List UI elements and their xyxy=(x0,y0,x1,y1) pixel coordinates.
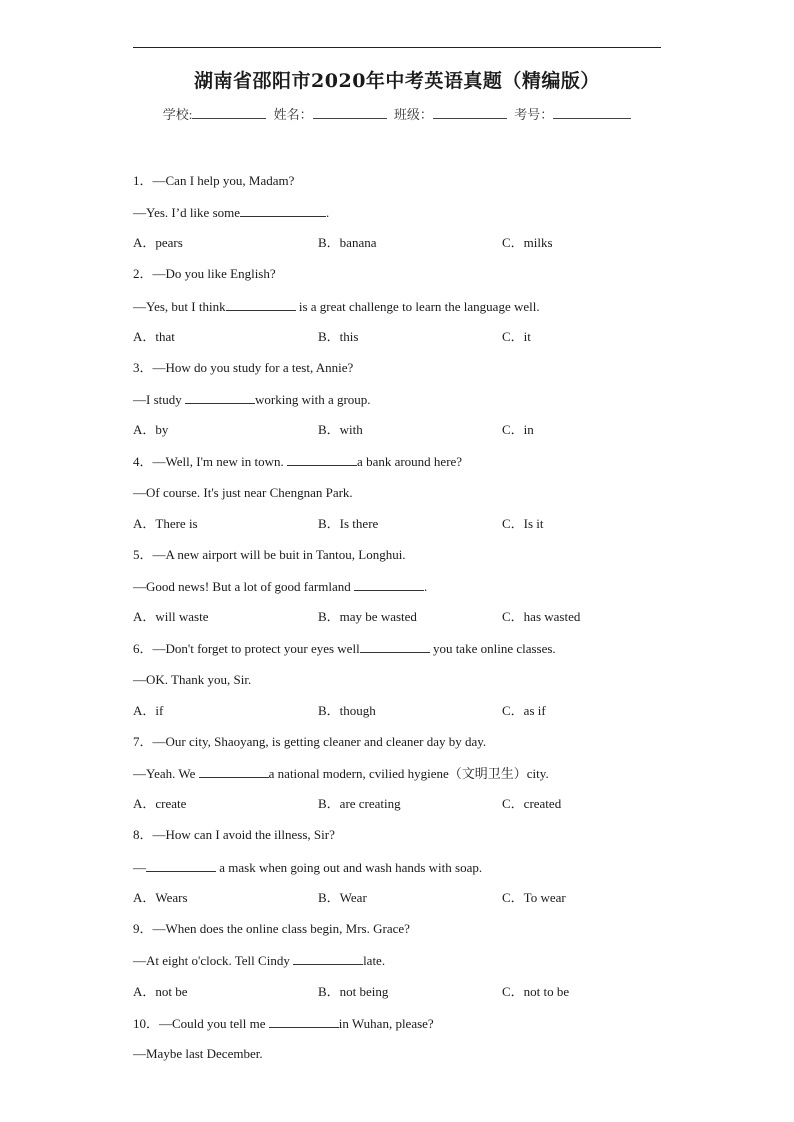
answer-blank[interactable] xyxy=(146,859,216,872)
question-5-stem xyxy=(133,547,733,563)
response-text-after: is a great challenge to learn the language well. xyxy=(295,299,540,314)
question-number: 3． xyxy=(133,360,153,375)
student-info-line xyxy=(0,104,794,123)
question-9-response xyxy=(133,952,733,969)
response-text-after: . xyxy=(423,579,428,594)
question-6-stem xyxy=(133,640,733,657)
page-title: 湖南省邵阳市2020年中考英语真题（精编版） xyxy=(194,70,600,92)
school-label: 学校: xyxy=(162,107,193,122)
name-field[interactable] xyxy=(313,106,387,119)
option-a[interactable]: A．create xyxy=(133,796,187,811)
question-8-response xyxy=(133,859,733,876)
exam-number-field[interactable] xyxy=(553,106,631,119)
option-a[interactable]: A．Wears xyxy=(133,890,188,905)
option-a[interactable]: A．not be xyxy=(133,984,188,999)
option-c[interactable]: C．created xyxy=(502,796,562,811)
question-10-response xyxy=(133,1046,733,1062)
question-1-response xyxy=(133,204,733,221)
option-c[interactable]: C．in xyxy=(502,422,534,437)
response-text: —Yeah. We xyxy=(133,766,199,781)
answer-blank[interactable] xyxy=(293,952,363,965)
question-number: 1． xyxy=(133,173,153,188)
option-c[interactable]: C．not to be xyxy=(502,984,570,999)
class-field[interactable] xyxy=(433,106,507,119)
question-number: 7． xyxy=(133,734,153,749)
answer-blank[interactable] xyxy=(226,298,296,311)
question-text-after: in Wuhan, please? xyxy=(338,1016,434,1031)
class-label: 班级： xyxy=(393,107,433,122)
question-text-after: a bank around here? xyxy=(357,454,463,469)
question-7-response xyxy=(133,765,733,782)
question-number: 8． xyxy=(133,827,153,842)
question-8-stem xyxy=(133,827,733,843)
question-text: —How do you study for a test, Annie? xyxy=(152,360,354,375)
option-b[interactable]: B．with xyxy=(318,422,363,437)
option-a[interactable]: A．that xyxy=(133,329,175,344)
response-text: —I study xyxy=(133,392,185,407)
answer-blank[interactable] xyxy=(287,453,357,466)
option-c[interactable]: C．it xyxy=(502,329,531,344)
question-number: 6． xyxy=(133,641,153,656)
question-text: —How can I avoid the illness, Sir? xyxy=(152,827,335,842)
response-text: —Maybe last December. xyxy=(133,1046,263,1061)
answer-blank[interactable] xyxy=(360,640,430,653)
question-text: —Don't forget to protect your eyes well xyxy=(152,641,360,656)
question-5-response xyxy=(133,578,733,595)
option-b[interactable]: B．may be wasted xyxy=(318,609,417,624)
question-number: 10． xyxy=(133,1016,160,1031)
question-text: —Could you tell me xyxy=(159,1016,269,1031)
option-a[interactable]: A．There is xyxy=(133,516,198,531)
question-number: 2． xyxy=(133,266,153,281)
answer-blank[interactable] xyxy=(240,204,326,217)
question-text: —When does the online class begin, Mrs. Grace? xyxy=(152,921,410,936)
question-2-response xyxy=(133,298,733,315)
question-7-stem xyxy=(133,734,733,750)
question-text: —Well, I'm new in town. xyxy=(152,454,288,469)
response-text: —Good news! But a lot of good farmland xyxy=(133,579,354,594)
question-text-after: you take online classes. xyxy=(429,641,556,656)
option-b[interactable]: B．banana xyxy=(318,235,377,250)
option-a[interactable]: A．by xyxy=(133,422,169,437)
response-text-after: working with a group. xyxy=(255,392,371,407)
option-b[interactable]: B．are creating xyxy=(318,796,401,811)
response-text-after: . xyxy=(326,205,330,220)
question-text: —Can I help you, Madam? xyxy=(152,173,295,188)
option-b[interactable]: B．though xyxy=(318,703,376,718)
question-number: 9． xyxy=(133,921,153,936)
option-b[interactable]: B．this xyxy=(318,329,359,344)
response-text-after: a national modern, cvilied hygiene（文明卫生）city. xyxy=(268,766,549,781)
option-c[interactable]: C．To wear xyxy=(502,890,566,905)
question-3-response xyxy=(133,391,733,408)
question-text: —Our city, Shaoyang, is getting cleaner and cleaner day by day. xyxy=(152,734,487,749)
top-rule xyxy=(133,47,661,48)
option-b[interactable]: B．not being xyxy=(318,984,389,999)
question-4-stem xyxy=(133,453,733,470)
option-b[interactable]: B．Is there xyxy=(318,516,379,531)
question-10-stem xyxy=(133,1015,733,1032)
exam-number-label: 考号： xyxy=(514,107,554,122)
option-b[interactable]: B．Wear xyxy=(318,890,367,905)
question-number: 5． xyxy=(133,547,153,562)
option-c[interactable]: C．as if xyxy=(502,703,546,718)
response-text: —Of course. It's just near Chengnan Park. xyxy=(133,485,353,500)
question-number: 4． xyxy=(133,454,153,469)
question-text: —A new airport will be buit in Tantou, Longhui. xyxy=(152,547,406,562)
question-3-stem xyxy=(133,360,733,376)
question-text: —Do you like English? xyxy=(152,266,276,281)
answer-blank[interactable] xyxy=(199,765,269,778)
answer-blank[interactable] xyxy=(269,1015,339,1028)
name-label: 姓名： xyxy=(273,107,313,122)
answer-blank[interactable] xyxy=(354,578,424,591)
response-text: —Yes. I’d like some xyxy=(133,205,241,220)
response-text: —OK. Thank you, Sir. xyxy=(133,672,252,687)
question-1-stem xyxy=(133,173,733,189)
option-c[interactable]: C．milks xyxy=(502,235,553,250)
option-c[interactable]: C．Is it xyxy=(502,516,544,531)
response-text-after: late. xyxy=(363,953,386,968)
question-9-stem xyxy=(133,921,733,937)
school-field[interactable] xyxy=(192,106,266,119)
response-text-after: a mask when going out and wash hands with soap. xyxy=(216,860,483,875)
response-text: —At eight o'clock. Tell Cindy xyxy=(133,953,294,968)
option-a[interactable]: A．will waste xyxy=(133,609,209,624)
question-2-stem xyxy=(133,266,733,282)
response-text: —Yes, but I think xyxy=(133,299,226,314)
option-c[interactable]: C．has wasted xyxy=(502,609,581,624)
answer-blank[interactable] xyxy=(185,391,255,404)
question-6-response xyxy=(133,672,733,688)
option-a[interactable]: A．if xyxy=(133,703,164,718)
response-text: — xyxy=(133,860,146,875)
option-a[interactable]: A．pears xyxy=(133,235,183,250)
question-4-response xyxy=(133,485,733,501)
